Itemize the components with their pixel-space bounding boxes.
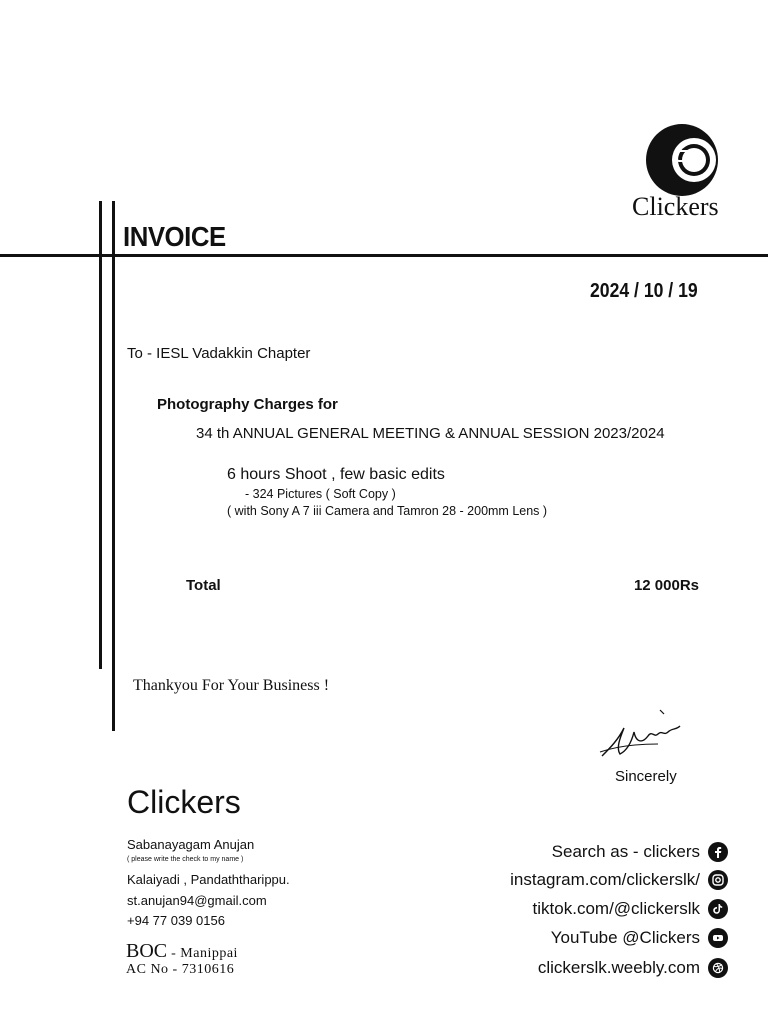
pictures-count: - 324 Pictures ( Soft Copy ) [245,487,396,501]
event-name: 34 th ANNUAL GENERAL MEETING & ANNUAL SESSION 2023/2024 [196,425,665,442]
social-tiktok [533,899,728,919]
social-instagram [510,870,728,890]
contact-name: Sabanayagam Anujan [127,837,255,852]
contact-address: Kalaiyadi , Pandaththarippu. [127,872,290,887]
contact-phone: +94 77 039 0156 [127,913,225,928]
account-number: AC No - 7310616 [126,962,235,977]
header-divider-line [0,254,768,257]
social-youtube [551,928,728,948]
check-note: ( please write the check to my name ) [127,856,244,863]
invoice-title: INVOICE [123,221,226,252]
dribbble-icon [708,958,728,978]
charges-heading: Photography Charges for [157,396,338,413]
youtube-icon [708,928,728,948]
left-border-line-outer [99,201,102,669]
tiktok-icon [708,899,728,919]
total-label: Total [186,577,221,594]
shoot-description: 6 hours Shoot , few basic edits [227,466,445,483]
invoice-date: 2024 / 10 / 19 [590,280,698,302]
social-instagram-text: instagram.com/clickerslk/ [510,870,700,889]
footer-brand: Clickers [127,784,241,820]
social-facebook-text: Search as - clickers [551,842,700,861]
logo-wordmark: Clickers [632,192,719,221]
thanks-message: Thankyou For Your Business ! [133,677,330,694]
social-website-text: clickerslk.weebly.com [537,958,700,977]
bank-info [126,940,238,963]
closing: Sincerely [615,768,677,785]
total-value: 12 000Rs [633,577,699,594]
recipient: To - IESL Vadakkin Chapter [127,345,311,362]
social-tiktok-text: tiktok.com/@clickerslk [532,899,700,918]
left-border-line-inner [112,201,115,731]
social-facebook [552,842,728,862]
instagram-icon [708,870,728,890]
social-website [538,958,728,978]
social-youtube-text: YouTube @Clickers [550,928,700,947]
facebook-icon [708,842,728,862]
bank-name: BOC [126,940,168,962]
signature [598,704,684,764]
bank-branch: - Manippai [167,946,238,961]
clickers-logo-icon [646,124,718,196]
equipment-note: ( with Sony A 7 iii Camera and Tamron 28 - 200mm Lens ) [227,504,548,518]
contact-email: st.anujan94@gmail.com [127,893,267,908]
